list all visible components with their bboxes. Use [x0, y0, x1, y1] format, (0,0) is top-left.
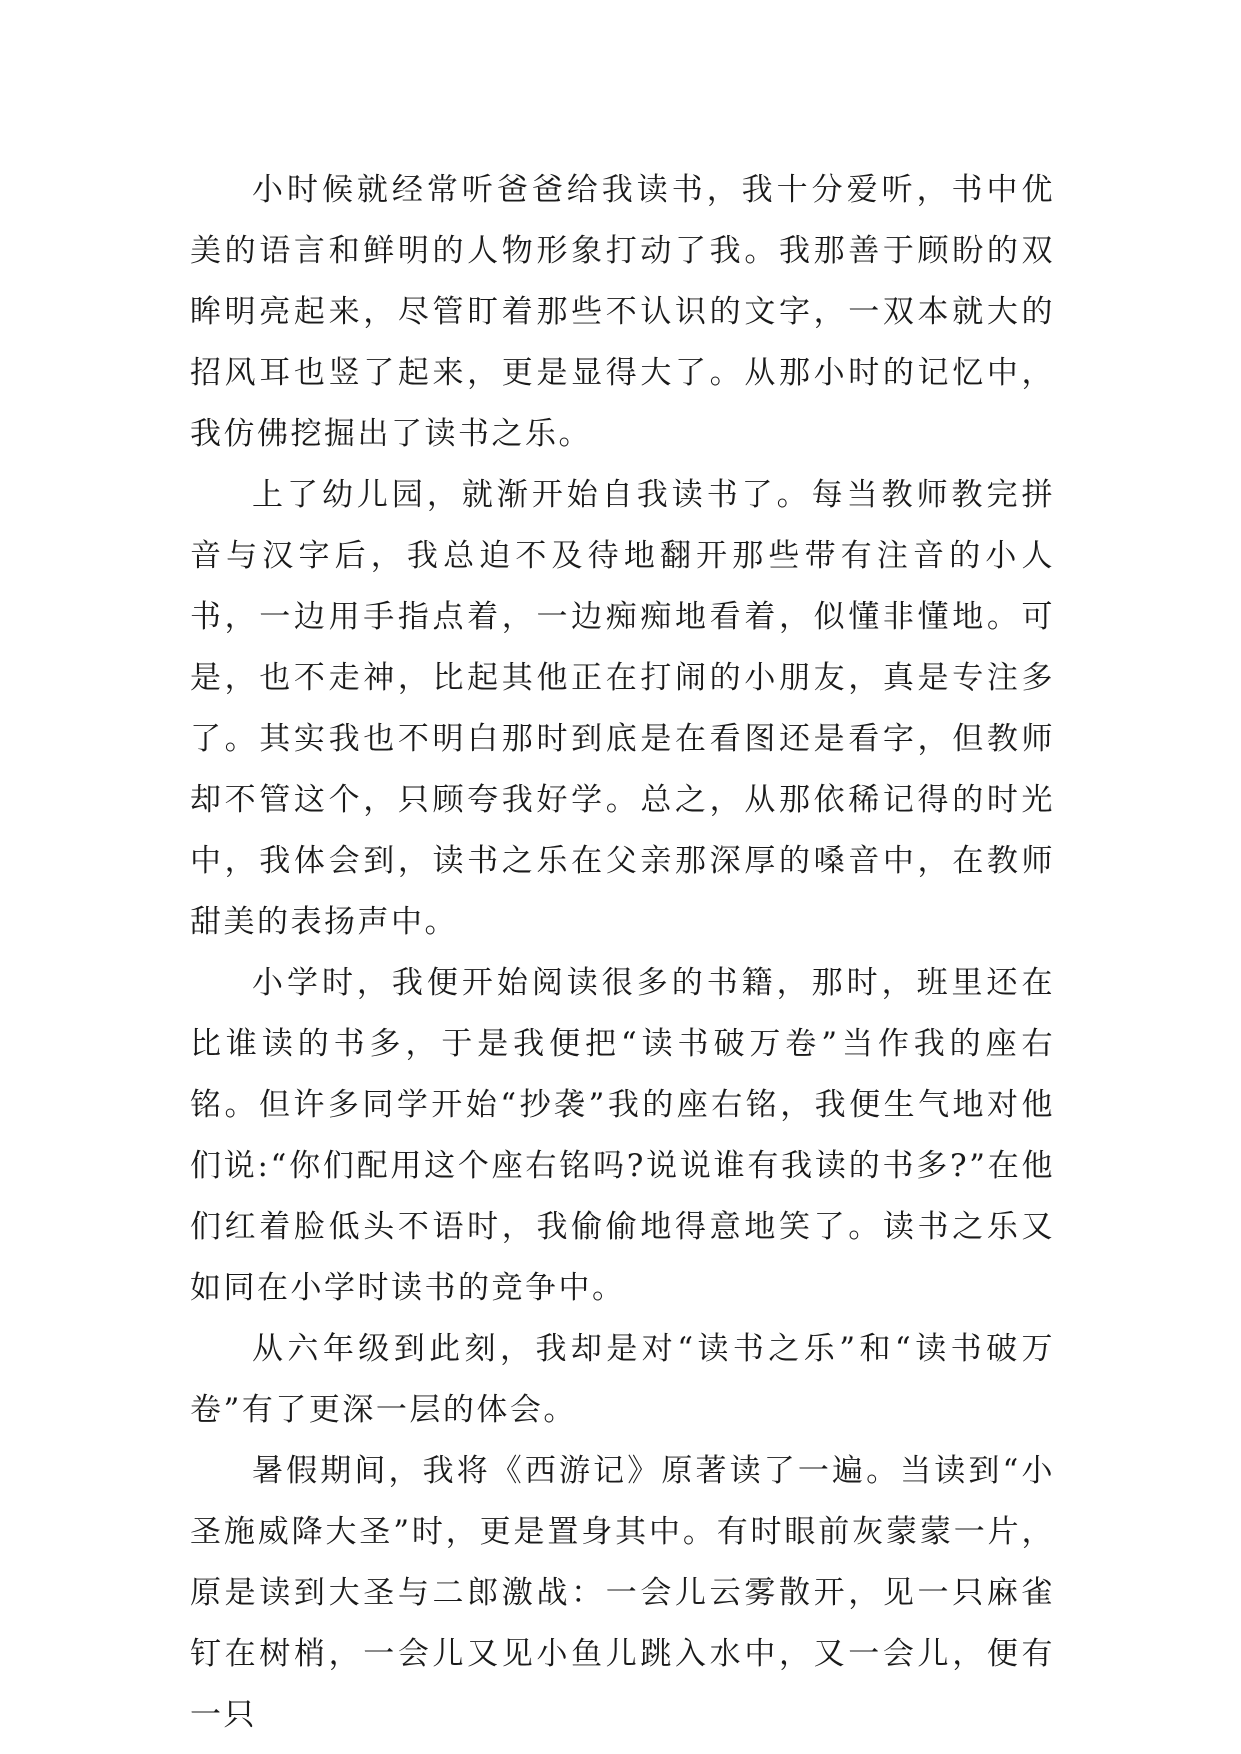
paragraph-4: 从六年级到此刻，我却是对“读书之乐”和“读书破万卷”有了更深一层的体会。	[190, 1331, 1055, 1428]
paragraph-2: 上了幼儿园，就渐开始自我读书了。每当教师教完拼音与汉字后，我总迫不及待地翻开那些带有注音的小人书，一边用手指点着，一边痴痴地看着，似懂非懂地。可是，也不走神，比起其他正在打闹的小朋友，真是专注多了。其实我也不明白那时到底是在看图还是看字，但教师却不管这个，只顾夸我好学。总之，从那依稀记得的时光中，我体会到，读书之乐在父亲那深厚的嗓音中，在教师甜美的表扬声中。	[190, 477, 1055, 940]
paragraph-1: 小时候就经常听爸爸给我读书，我十分爱听，书中优美的语言和鲜明的人物形象打动了我。我那善于顾盼的双眸明亮起来，尽管盯着那些不认识的文字，一双本就大的招风耳也竖了起来，更是显得大了。从那小时的记忆中，我仿佛挖掘出了读书之乐。	[190, 172, 1055, 452]
paragraph-3: 小学时，我便开始阅读很多的书籍，那时，班里还在比谁读的书多，于是我便把“读书破万卷”当作我的座右铭。但许多同学开始“抄袭”我的座右铭，我便生气地对他们说:“你们配用这个座右铭吗?说说谁有我读的书多?”在他们红着脸低头不语时，我偷偷地得意地笑了。读书之乐又如同在小学时读书的竞争中。	[190, 965, 1055, 1306]
document-body	[190, 160, 1055, 1746]
paragraph-5: 暑假期间，我将《西游记》原著读了一遍。当读到“小圣施威降大圣”时，更是置身其中。有时眼前灰蒙蒙一片，原是读到大圣与二郎激战：一会儿云雾散开，见一只麻雀钉在树梢，一会儿又见小鱼儿跳入水中，又一会儿，便有一只	[190, 1453, 1055, 1733]
